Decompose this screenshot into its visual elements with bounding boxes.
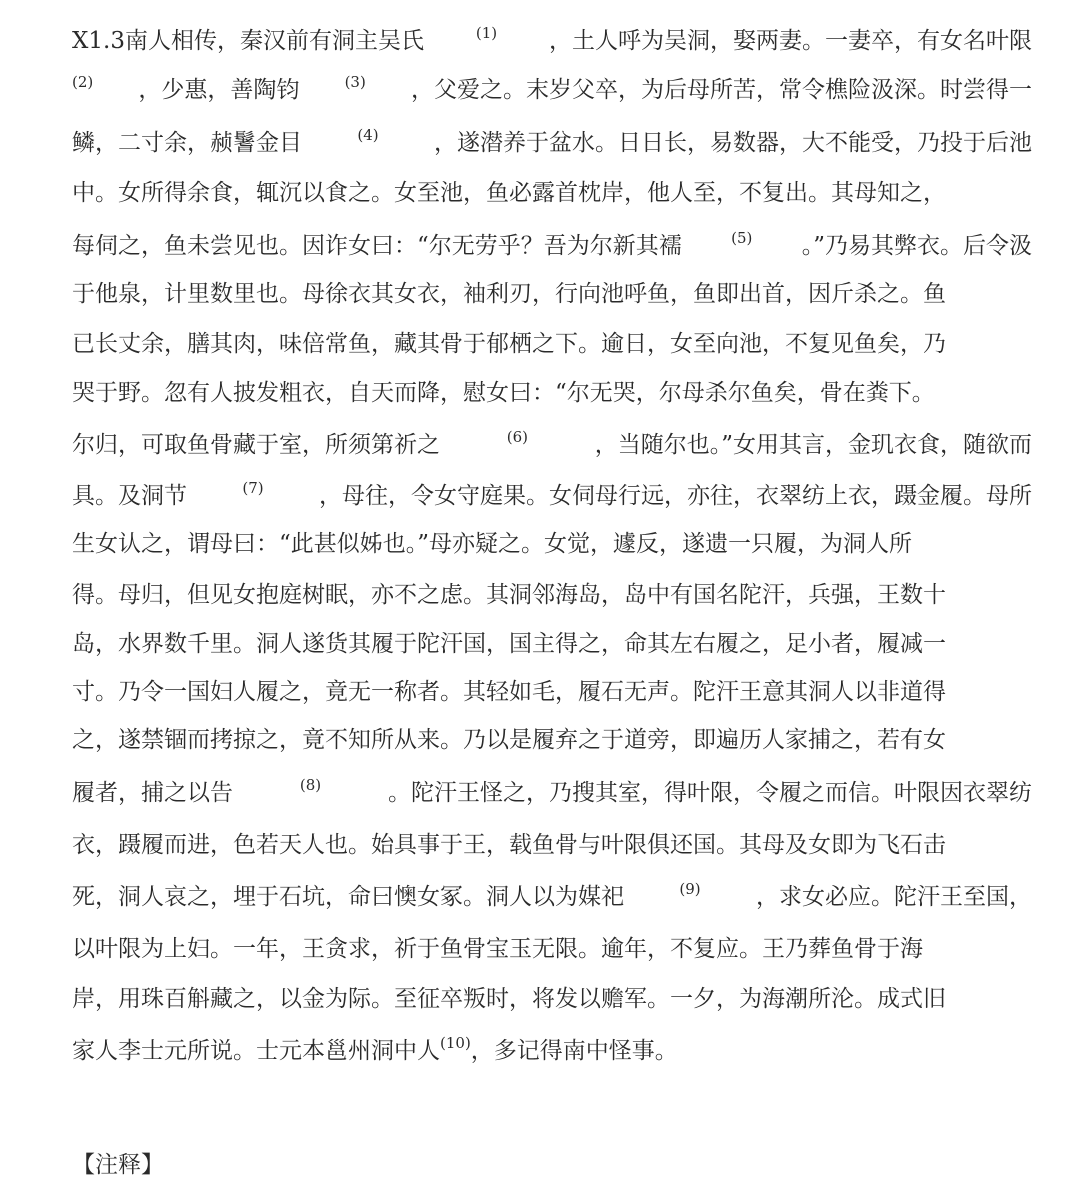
text-line [72, 930, 1032, 963]
text-line [72, 878, 1032, 911]
text-segment: 哭于野。忽有人披发粗衣，自天而降，慰女曰：“尔无哭，尔母杀尔鱼矣，骨在粪下。 [72, 380, 935, 406]
text-line [72, 673, 1032, 706]
text-line [72, 625, 1032, 658]
text-segment: 得。母归，但见女抱庭树眠，亦不之虑。其洞邻海岛，岛中有国名陀汗，兵强，王数十 [72, 582, 946, 608]
footnote-marker: (3) [344, 73, 366, 91]
text-segment: ，多记得南中怪事。 [470, 1038, 678, 1064]
text-line [72, 774, 1032, 807]
text-segment: 死，洞人哀之，埋于石坑，命曰懊女冢。洞人以为媒祀 [72, 884, 624, 910]
text-segment: 之，遂禁锢而拷掠之，竟不知所从来。乃以是履弃之于道旁，即遍历人家捕之，若有女 [72, 727, 946, 753]
text-segment: 履者，捕之以告 [72, 780, 233, 806]
text-segment: 衣，蹑履而进，色若天人也。始具事于王，载鱼骨与叶限俱还国。其母及女即为飞石击 [72, 832, 946, 858]
text-segment: 于他泉，计里数里也。母徐衣其女衣，袖利刃，行向池呼鱼，鱼即出首，因斤杀之。鱼 [72, 281, 946, 307]
footnote-marker: (9) [679, 880, 701, 898]
footnote-marker: (6) [506, 428, 528, 446]
text-line [72, 22, 1032, 55]
text-segment: ，遂潜养于盆水。日日长，易数器，大不能受，乃投于后池 [434, 130, 1032, 156]
footnote-marker: (4) [357, 126, 379, 144]
text-segment: 岸，用珠百斛藏之，以金为际。至征卒叛时，将发以赡军。一夕，为海潮所沦。成式旧 [72, 986, 946, 1012]
text-line [72, 275, 1032, 308]
text-segment: 寸。乃令一国妇人履之，竟无一称者。其轻如毛，履石无声。陀汗王意其洞人以非道得 [72, 679, 946, 705]
text-segment: 中。女所得余食，辄沉以食之。女至池，鱼必露首枕岸，他人至，不复出。其母知之， [72, 180, 946, 206]
footnote-marker: (8) [299, 776, 322, 794]
footnote-marker: (2) [72, 73, 94, 91]
text-line [72, 477, 1032, 510]
text-segment: 鳞，二寸余，赪鬐金目 [72, 130, 302, 156]
text-segment: 已长丈余，膳其肉，味倍常鱼，藏其骨于郁栖之下。逾日，女至向池，不复见鱼矣，乃 [72, 331, 946, 357]
text-line [72, 426, 1032, 459]
text-line [72, 374, 1032, 407]
text-line [72, 174, 1032, 207]
footnote-marker: (10) [440, 1034, 471, 1052]
text-segment: 以叶限为上妇。一年，王贪求，祈于鱼骨宝玉无限。逾年，不复应。王乃葬鱼骨于海 [72, 936, 923, 962]
cropped-heading [72, 1150, 172, 1178]
text-segment: ，母往，令女守庭果。女伺母行远，亦往，衣翠纺上衣，蹑金履。母所 [319, 483, 1032, 509]
text-segment: ，当随尔也。”女用其言，金玑衣食，随欲而 [594, 432, 1032, 458]
text-segment: ，父爱之。末岁父卒，为后母所苦，常令樵险汲深。时尝得一 [410, 77, 1032, 103]
text-line [72, 826, 1032, 859]
text-line [72, 721, 1032, 754]
footnote-marker: (7) [242, 479, 264, 497]
text-segment: 。陀汗王怪之，乃搜其室，得叶限，令履之而信。叶限因衣翠纺 [388, 780, 1032, 806]
text-segment: 家人李士元所说。士元本邕州洞中人 [72, 1038, 440, 1064]
cropped-heading-text: 【注释】 [72, 1152, 164, 1178]
text-segment: ，求女必应。陀汗王至国， [756, 884, 1032, 910]
text-line [72, 325, 1032, 358]
footnote-marker: (1) [475, 24, 498, 42]
text-line [72, 525, 1032, 558]
text-line [72, 576, 1032, 609]
text-line [72, 980, 1032, 1013]
text-line [72, 124, 1032, 157]
text-segment: 具。及洞节 [72, 483, 187, 509]
text-segment: 岛，水界数千里。洞人遂货其履于陀汗国，国主得之，命其左右履之，足小者，履减一 [72, 631, 946, 657]
text-segment: ，少惠，善陶钧 [138, 77, 300, 103]
text-segment: 。”乃易其弊衣。后令汲 [801, 233, 1032, 259]
text-segment: 生女认之，谓母曰：“此甚似姊也。”母亦疑之。女觉，遽反，遂遗一只履，为洞人所 [72, 531, 913, 557]
text-line [72, 1032, 1032, 1065]
text-line [72, 71, 1032, 104]
text-segment: ，土人呼为吴洞，娶两妻。一妻卒，有女名叶限 [548, 28, 1032, 54]
text-segment: 尔归，可取鱼骨藏于室，所须第祈之 [72, 432, 440, 458]
text-segment: X1.3南人相传，秦汉前有洞主吴氏 [72, 28, 424, 54]
text-segment: 每伺之，鱼未尝见也。因诈女曰：“尔无劳乎？吾为尔新其襦 [72, 233, 682, 259]
text-line [72, 227, 1032, 260]
footnote-marker: (5) [731, 229, 753, 247]
